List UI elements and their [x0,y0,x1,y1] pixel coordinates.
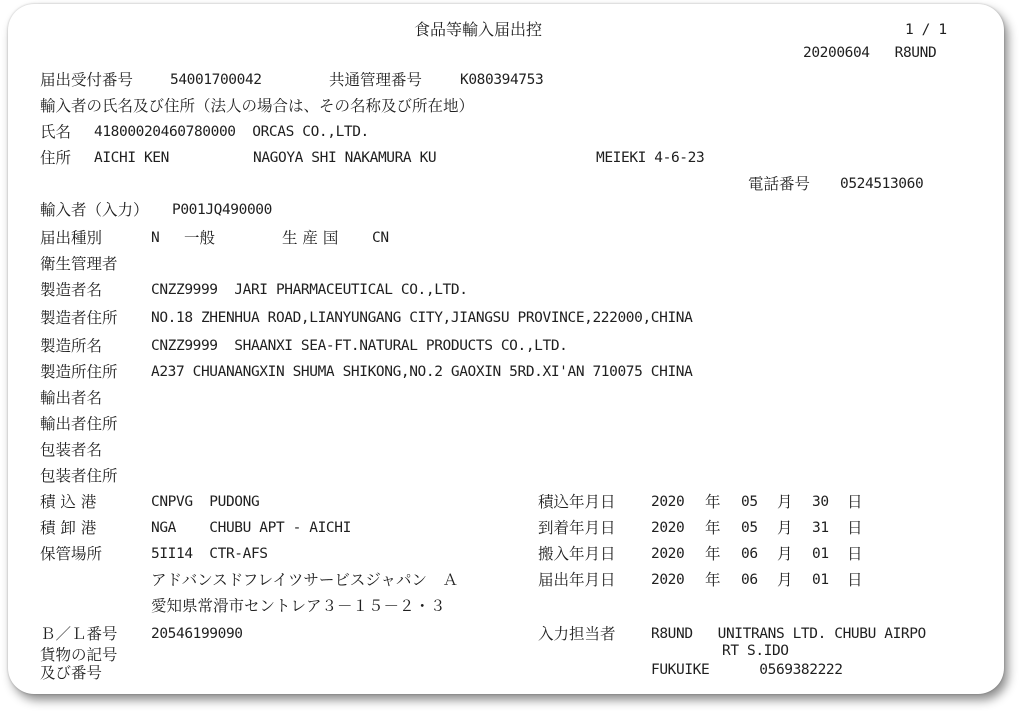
agent-line-1: R8UND UNITRANS LTD. CHUBU AIRPO [651,626,926,642]
importer-heading: 輸入者の氏名及び住所（法人の場合は、その名称及び所在地） [40,97,475,115]
common-number-label: 共通管理番号 [329,71,423,89]
unloading-port-value: NGA CHUBU APT - AICHI [151,520,351,536]
filing-type-kind: 一般 [184,229,216,247]
date-day: 01 [812,572,829,588]
storage-company-address: 愛知県常滑市セントレア３－１５－２・３ [151,597,446,615]
phone-value: 0524513060 [840,176,924,192]
year-unit: 年 [705,571,721,589]
importer-input-value: P001JQ490000 [172,202,272,218]
hygiene-manager-label: 衛生管理者 [40,255,118,273]
storage-company-name: アドバンスドフレイツサービスジャパン Ａ [151,571,459,589]
date-day: 30 [812,494,829,510]
date-label: 搬入年月日 [538,545,616,563]
unloading-port-label: 積 卸 港 [40,519,97,537]
importer-input-label: 輸入者（入力） [40,201,149,219]
date-month: 05 [741,494,758,510]
date-year: 2020 [651,494,685,510]
date-year: 2020 [651,520,685,536]
receipt-number-label: 届出受付番号 [40,71,134,89]
origin-country-value: CN [372,230,389,246]
packer-address-label: 包装者住所 [40,467,118,485]
date-label: 到着年月日 [538,519,616,537]
importer-address-city: NAGOYA SHI NAKAMURA KU [253,150,437,166]
plant-value: CNZZ9999 SHAANXI SEA-FT.NATURAL PRODUCTS CO.,LTD. [151,338,568,354]
storage-value: 5II14 CTR-AFS [151,546,268,562]
date-label: 届出年月日 [538,571,616,589]
day-unit: 日 [847,545,863,563]
bl-number-value: 20546199090 [151,626,243,642]
loading-port-value: CNPVG PUDONG [151,494,260,510]
date-month: 06 [741,546,758,562]
origin-country-label: 生 産 国 [282,229,339,247]
exporter-label: 輸出者名 [40,389,103,407]
storage-label: 保管場所 [40,545,103,563]
plant-address-label: 製造所住所 [40,363,118,381]
filing-type-label: 届出種別 [40,229,103,247]
agent-line-3: FUKUIKE 0569382222 [651,662,843,678]
cargo-marks-label-1: 貨物の記号 [40,646,118,664]
month-unit: 月 [777,519,793,537]
year-unit: 年 [705,493,721,511]
date-day: 01 [812,546,829,562]
plant-label: 製造所名 [40,337,103,355]
date-month: 06 [741,572,758,588]
importer-address-prefecture: AICHI KEN [94,150,169,166]
month-unit: 月 [777,545,793,563]
year-unit: 年 [705,519,721,537]
document-title: 食品等輸入届出控 [414,20,543,39]
filing-type-code: N [151,230,160,246]
page-number: 1 / 1 [905,22,947,38]
importer-address-label: 住所 [40,149,72,167]
plant-address-value: A237 CHUANANGXIN SHUMA SHIKONG,NO.2 GAOXIN 5RD.XI'AN 710075 CHINA [151,364,693,380]
packer-label: 包装者名 [40,441,103,459]
manufacturer-address-label: 製造者住所 [40,309,118,327]
month-unit: 月 [777,493,793,511]
importer-name-label: 氏名 [40,123,72,141]
year-unit: 年 [705,545,721,563]
agent-line-2: RT S.IDO [722,643,789,659]
manufacturer-value: CNZZ9999 JARI PHARMACEUTICAL CO.,LTD. [151,282,468,298]
receipt-number-value: 54001700042 [170,72,262,88]
manufacturer-label: 製造者名 [40,281,103,299]
date-day: 31 [812,520,829,536]
print-date-user: 20200604 R8UND [803,45,937,61]
importer-address-street: MEIEKI 4-6-23 [596,150,705,166]
day-unit: 日 [847,493,863,511]
bl-number-label: Ｂ／Ｌ番号 [40,625,118,643]
exporter-address-label: 輸出者住所 [40,415,118,433]
month-unit: 月 [777,571,793,589]
date-year: 2020 [651,572,685,588]
loading-port-label: 積 込 港 [40,493,97,511]
day-unit: 日 [847,571,863,589]
cargo-marks-label-2: 及び番号 [40,664,103,682]
agent-label: 入力担当者 [538,625,616,643]
importer-name-value: 41800020460780000 ORCAS CO.,LTD. [94,124,369,140]
date-month: 05 [741,520,758,536]
date-label: 積込年月日 [538,493,616,511]
phone-label: 電話番号 [748,175,811,193]
day-unit: 日 [847,519,863,537]
date-year: 2020 [651,546,685,562]
manufacturer-address-value: NO.18 ZHENHUA ROAD,LIANYUNGANG CITY,JIANGSU PROVINCE,222000,CHINA [151,310,693,326]
common-number-value: K080394753 [460,72,544,88]
